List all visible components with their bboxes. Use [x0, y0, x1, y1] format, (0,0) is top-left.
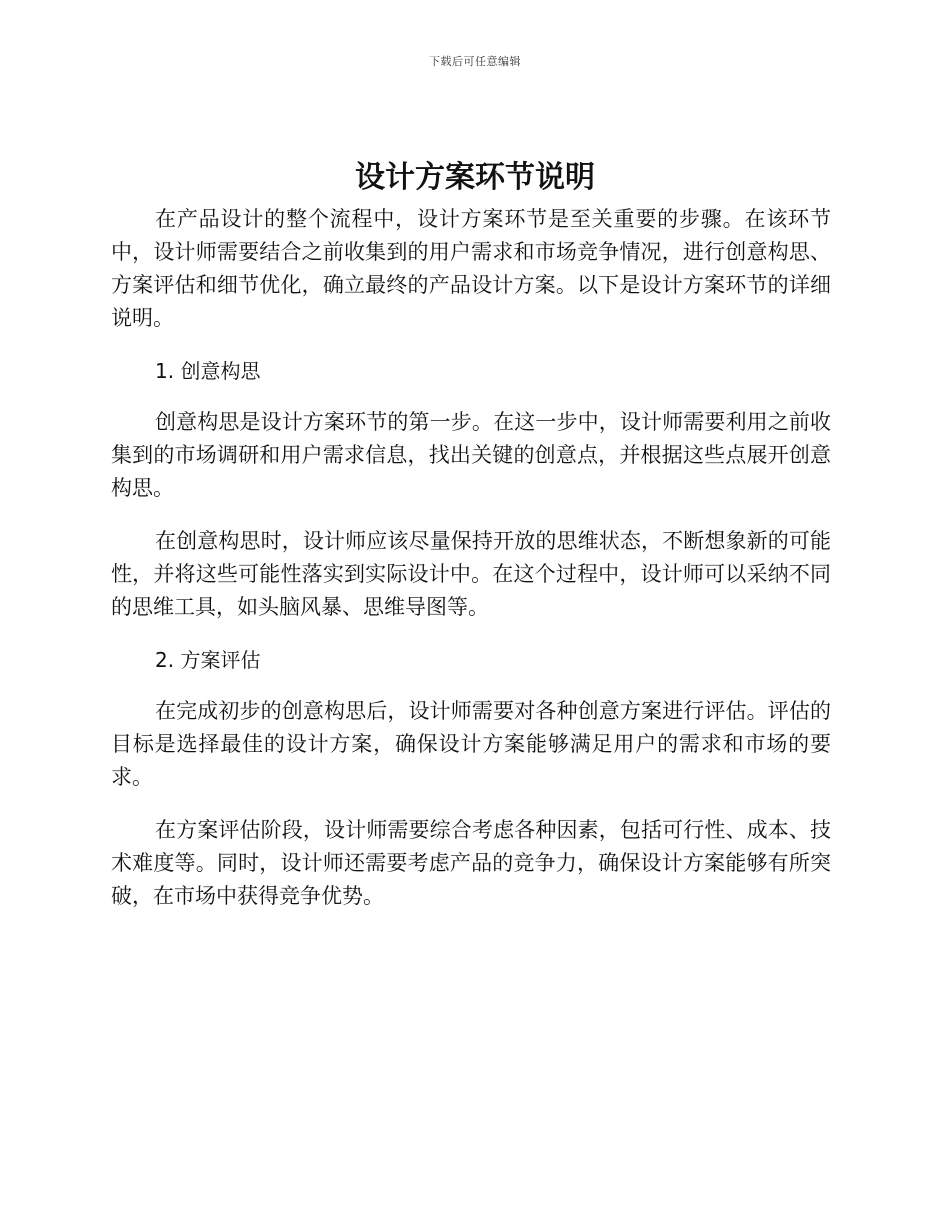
document-body [111, 203, 831, 933]
section-2-paragraph-1: 在完成初步的创意构思后，设计师需要对各种创意方案进行评估。评估的目标是选择最佳的设计方案，确保设计方案能够满足用户的需求和市场的要求。 [111, 699, 831, 789]
section-heading-1: 1. 创意构思 [155, 359, 261, 383]
section-2-paragraph-2: 在方案评估阶段，设计师需要综合考虑各种因素，包括可行性、成本、技术难度等。同时，设计师还需要考虑产品的竞争力，确保设计方案能够有所突破，在市场中获得竞争优势。 [111, 818, 831, 908]
header-note: 下载后可任意编辑 [429, 55, 521, 68]
page-title: 设计方案环节说明 [355, 160, 595, 195]
section-1-paragraph-2: 在创意构思时，设计师应该尽量保持开放的思维状态，不断想象新的可能性，并将这些可能性落实到实际设计中。在这个过程中，设计师可以采纳不同的思维工具，如头脑风暴、思维导图等。 [111, 529, 831, 619]
section-heading-2: 2. 方案评估 [155, 648, 261, 672]
intro-paragraph: 在产品设计的整个流程中，设计方案环节是至关重要的步骤。在该环节中，设计师需要结合之前收集到的用户需求和市场竞争情况，进行创意构思、方案评估和细节优化，确立最终的产品设计方案。以下是设计方案环节的详细说明。 [111, 207, 831, 330]
section-1-paragraph-1: 创意构思是设计方案环节的第一步。在这一步中，设计师需要利用之前收集到的市场调研和用户需求信息，找出关键的创意点，并根据这些点展开创意构思。 [111, 410, 831, 500]
